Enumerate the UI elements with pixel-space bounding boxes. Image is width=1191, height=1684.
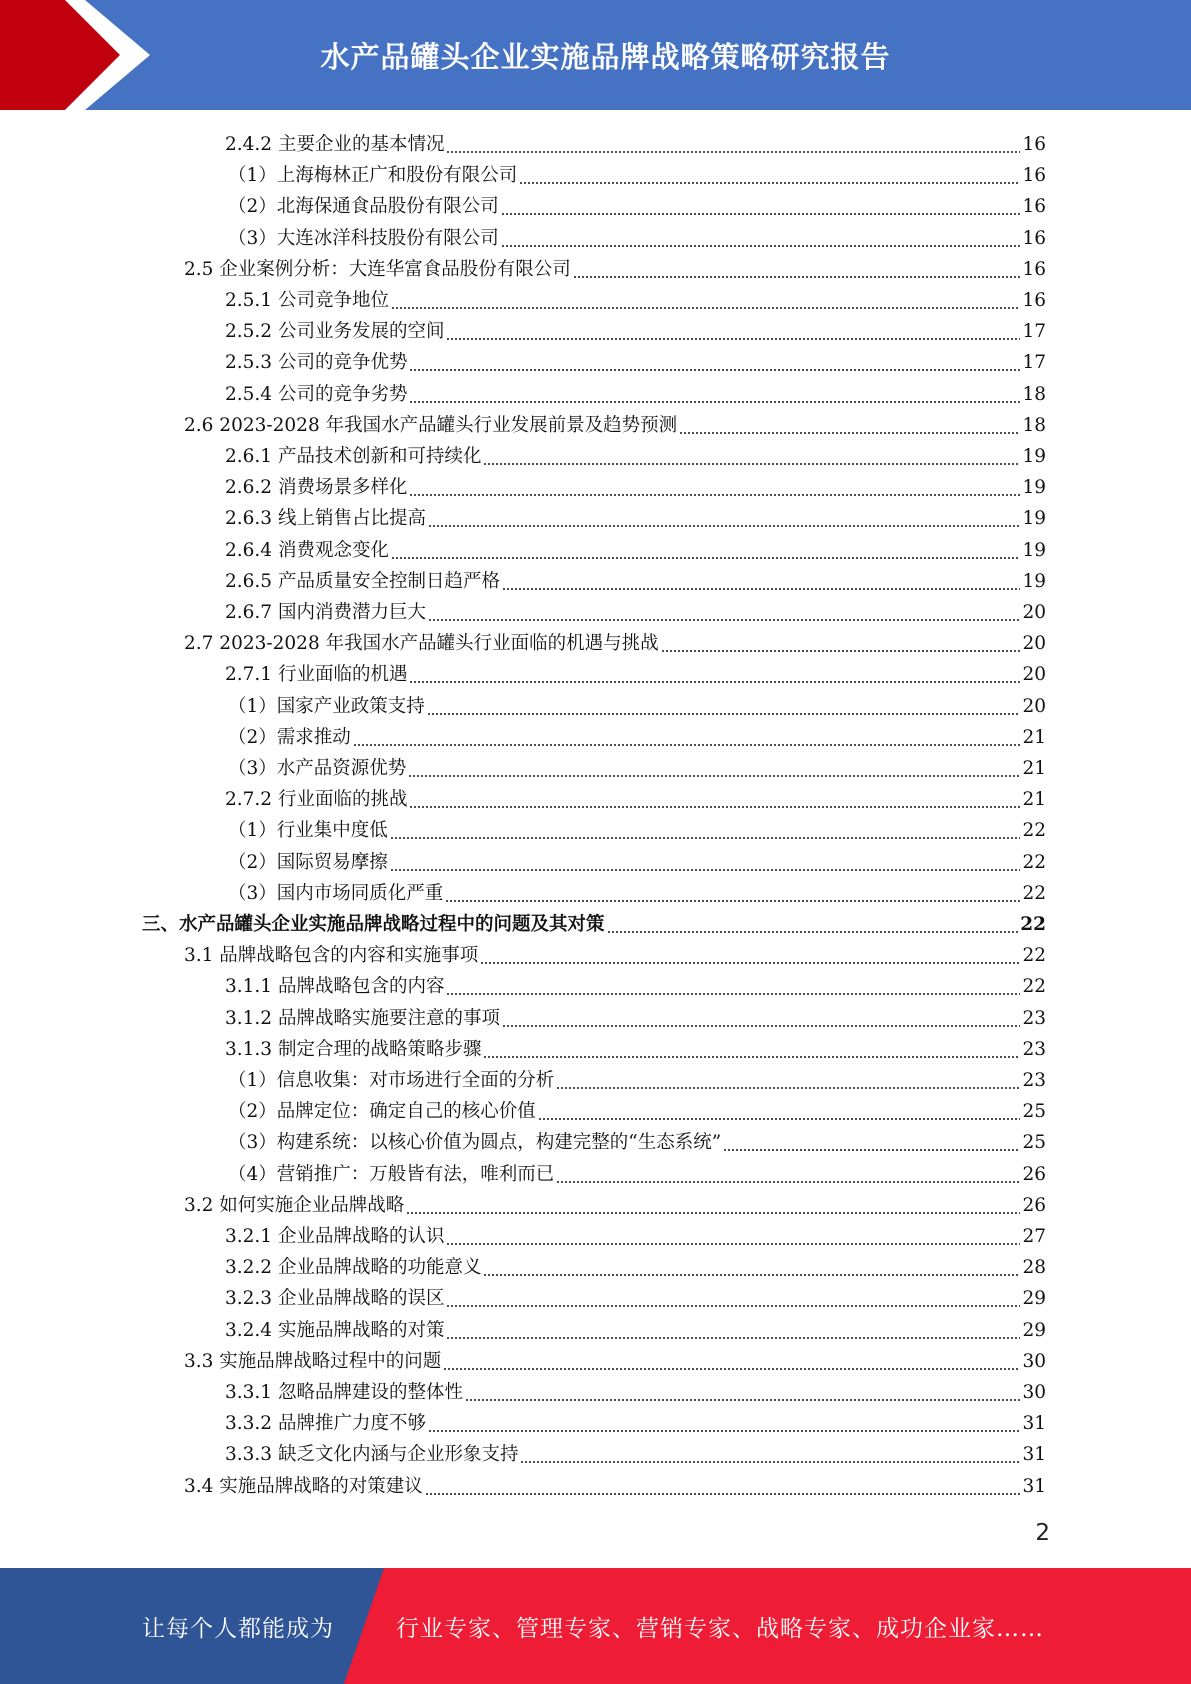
toc-entry[interactable]: [225, 500, 1046, 531]
toc-dot-leader: [446, 1243, 1020, 1245]
toc-entry-label: 3.2.1 企业品牌战略的认识: [225, 1226, 445, 1247]
toc-dot-leader: [390, 869, 1021, 871]
toc-entry-label: 2.7.1 行业面临的机遇: [225, 664, 408, 686]
toc-entry[interactable]: [225, 781, 1046, 812]
toc-entry-label: （3）构建系统：以核心价值为圆点，构建完整的“生态系统”: [228, 1132, 722, 1154]
toc-entry-label: （1）行业集中度低: [228, 820, 388, 842]
toc-dot-leader: [446, 151, 1020, 153]
toc-entry-label: （4）营销推广：万般皆有法，唯利而已: [228, 1163, 555, 1185]
toc-entry[interactable]: [184, 1343, 1046, 1374]
toc-entry[interactable]: [228, 750, 1046, 781]
toc-entry[interactable]: [142, 906, 1046, 937]
toc-dot-leader: [465, 1399, 1020, 1401]
toc-dot-leader: [409, 401, 1020, 403]
toc-entry[interactable]: [184, 625, 1046, 656]
toc-entry[interactable]: [228, 812, 1046, 843]
toc-entry-label: 3.4 实施品牌战略的对策建议: [184, 1475, 423, 1497]
toc-entry[interactable]: [228, 188, 1046, 219]
toc-entry[interactable]: [225, 1031, 1046, 1062]
toc-dot-leader: [538, 1118, 1021, 1120]
toc-entry[interactable]: [225, 1280, 1046, 1311]
toc-entry-page: 16: [1022, 196, 1046, 218]
toc-dot-leader: [425, 1493, 1021, 1495]
toc-dot-leader: [446, 993, 1020, 995]
toc-entry[interactable]: [225, 1218, 1046, 1249]
toc-entry-label: 2.5.1 公司竞争地位: [225, 290, 389, 311]
toc-entry[interactable]: [225, 282, 1046, 313]
toc-dot-leader: [409, 369, 1020, 371]
toc-dot-leader: [408, 775, 1020, 777]
toc-entry-page: 17: [1022, 352, 1046, 374]
toc-entry[interactable]: [225, 1312, 1046, 1343]
toc-entry[interactable]: [228, 844, 1046, 875]
header-arrow-decoration: [0, 0, 200, 110]
toc-dot-leader: [446, 338, 1020, 340]
toc-entry-page: 27: [1022, 1226, 1046, 1247]
toc-entry[interactable]: [184, 1468, 1046, 1499]
toc-dot-leader: [501, 245, 1021, 247]
toc-dot-leader: [446, 1337, 1020, 1339]
toc-entry-label: 3.1.2 品牌战略实施要注意的事项: [225, 1007, 500, 1029]
toc-dot-leader: [391, 557, 1020, 559]
toc-dot-leader: [428, 1430, 1020, 1432]
toc-entry[interactable]: [228, 875, 1046, 906]
toc-entry-page: 21: [1022, 789, 1046, 811]
page-header: [0, 0, 1191, 110]
toc-entry[interactable]: [228, 1093, 1046, 1124]
toc-entry-page: 31: [1022, 1475, 1046, 1497]
page-footer: [0, 1568, 1191, 1684]
page-number: 2: [1035, 1520, 1050, 1546]
toc-entry-page: 20: [1022, 664, 1046, 686]
toc-entry[interactable]: [225, 376, 1046, 407]
toc-dot-leader: [483, 1274, 1020, 1276]
toc-entry[interactable]: [228, 220, 1046, 251]
toc-entry-label: 3.3.3 缺乏文化内涵与企业形象支持: [225, 1444, 519, 1466]
toc-entry[interactable]: [225, 1436, 1046, 1467]
toc-entry-label: 2.5.3 公司的竞争优势: [225, 352, 408, 374]
toc-entry-page: 21: [1022, 758, 1046, 779]
toc-entry-label: 3.2.3 企业品牌战略的误区: [225, 1288, 445, 1310]
toc-entry-label: 2.5.4 公司的竞争劣势: [225, 383, 408, 405]
toc-dot-leader: [483, 463, 1020, 465]
toc-entry-label: （3）国内市场同质化严重: [228, 882, 444, 904]
toc-entry[interactable]: [228, 1124, 1046, 1155]
toc-dot-leader: [520, 1461, 1020, 1463]
toc-entry-label: 3.1.1 品牌战略包含的内容: [225, 976, 445, 998]
report-title: 水产品罐头企业实施品牌战略策略研究报告: [320, 39, 891, 74]
toc-dot-leader: [353, 744, 1021, 746]
toc-dot-leader: [607, 931, 1019, 933]
toc-entry-label: （2）北海保通食品股份有限公司: [228, 196, 499, 218]
toc-entry-page: 21: [1022, 726, 1046, 748]
toc-entry-page: 20: [1022, 695, 1046, 717]
toc-entry-label: （1）信息收集：对市场进行全面的分析: [228, 1070, 555, 1091]
toc-entry-label: 2.5.2 公司业务发展的空间: [225, 321, 445, 343]
toc-dot-leader: [723, 1149, 1020, 1151]
toc-dot-leader: [556, 1181, 1020, 1183]
toc-dot-leader: [390, 837, 1021, 839]
toc-entry[interactable]: [225, 1405, 1046, 1436]
toc-entry-page: 31: [1022, 1444, 1046, 1466]
toc-entry[interactable]: [228, 1062, 1046, 1093]
toc-entry-page: 29: [1022, 1288, 1046, 1310]
toc-entry-page: 22: [1020, 914, 1046, 935]
toc-entry[interactable]: [228, 157, 1046, 188]
toc-entry-page: 30: [1022, 1382, 1046, 1403]
toc-entry[interactable]: [225, 594, 1046, 625]
toc-entry[interactable]: [228, 719, 1046, 750]
toc-entry-label: 2.6.2 消费场景多样化: [225, 477, 408, 499]
toc-entry-label: 3.3.2 品牌推广力度不够: [225, 1413, 426, 1435]
toc-dot-leader: [573, 276, 1021, 278]
toc-entry-page: 16: [1022, 134, 1046, 155]
toc-entry-label: 2.6.5 产品质量安全控制日趋严格: [225, 570, 500, 592]
toc-entry-label: 2.7.2 行业面临的挑战: [225, 789, 408, 811]
toc-entry[interactable]: [184, 937, 1046, 968]
toc-entry-page: 16: [1022, 258, 1046, 280]
toc-dot-leader: [427, 713, 1021, 715]
toc-entry-label: （3）大连冰洋科技股份有限公司: [228, 227, 499, 249]
toc-entry-page: 22: [1022, 882, 1046, 904]
toc-entry[interactable]: [225, 313, 1046, 344]
toc-dot-leader: [406, 1212, 1020, 1214]
footer-slogan-right: 行业专家、管理专家、营销专家、战略专家、成功企业家……: [396, 1615, 1044, 1642]
toc-entry-label: 3.3.1 忽略品牌建设的整体性: [225, 1382, 463, 1403]
toc-dot-leader: [480, 962, 1020, 964]
toc-entry[interactable]: [228, 1156, 1046, 1187]
toc-dot-leader: [391, 307, 1020, 309]
toc-entry-page: 19: [1022, 446, 1046, 467]
toc-entry-label: （1）上海梅林正广和股份有限公司: [228, 165, 518, 187]
toc-entry-label: 3.3 实施品牌战略过程中的问题: [184, 1350, 442, 1372]
toc-dot-leader: [501, 213, 1021, 215]
toc-entry-label: 2.6.3 线上销售占比提高: [225, 508, 426, 530]
toc-entry-page: 26: [1022, 1163, 1046, 1185]
footer-slogan-left: 让每个人都能成为: [142, 1615, 334, 1642]
toc-entry[interactable]: [225, 438, 1046, 469]
toc-entry[interactable]: [184, 407, 1046, 438]
toc-entry-page: 31: [1022, 1413, 1046, 1435]
toc-dot-leader: [519, 182, 1020, 184]
toc-entry-label: 3.2.4 实施品牌战略的对策: [225, 1319, 445, 1341]
toc-entry-label: 2.7 2023-2028 年我国水产品罐头行业面临的机遇与挑战: [184, 633, 659, 655]
toc-entry[interactable]: [225, 656, 1046, 687]
toc-entry-label: （1）国家产业政策支持: [228, 695, 425, 717]
toc-dot-leader: [502, 588, 1020, 590]
toc-entry-page: 22: [1022, 976, 1046, 998]
toc-entry-page: 25: [1022, 1101, 1046, 1123]
toc-entry-page: 19: [1022, 539, 1046, 561]
toc-entry-page: 16: [1022, 227, 1046, 249]
toc-entry[interactable]: [225, 532, 1046, 563]
toc-dot-leader: [428, 525, 1020, 527]
toc-dot-leader: [409, 681, 1020, 683]
toc-entry-page: 19: [1022, 570, 1046, 592]
toc-entry[interactable]: [225, 563, 1046, 594]
toc-entry-page: 23: [1022, 1038, 1046, 1060]
toc-entry-label: （3）水产品资源优势: [228, 758, 407, 779]
toc-dot-leader: [661, 650, 1021, 652]
toc-entry-page: 18: [1022, 383, 1046, 405]
toc-entry-label: 2.6.7 国内消费潜力巨大: [225, 602, 426, 623]
toc-entry-label: 3.1.3 制定合理的战略策略步骤: [225, 1038, 482, 1060]
toc-entry-label: 3.2.2 企业品牌战略的功能意义: [225, 1257, 482, 1279]
toc-dot-leader: [446, 1305, 1020, 1307]
toc-entry[interactable]: [225, 469, 1046, 500]
toc-entry-label: 2.6.1 产品技术创新和可持续化: [225, 446, 482, 467]
toc-entry-label: 2.6.4 消费观念变化: [225, 539, 389, 561]
toc-dot-leader: [428, 619, 1020, 621]
toc-entry-page: 19: [1022, 477, 1046, 499]
toc-entry-label: 三、水产品罐头企业实施品牌战略过程中的问题及其对策: [142, 914, 605, 935]
toc-entry-label: 2.5 企业案例分析：大连华富食品股份有限公司: [184, 258, 571, 280]
toc-dot-leader: [502, 1025, 1020, 1027]
toc-entry-page: 22: [1022, 945, 1046, 967]
toc-entry-page: 22: [1022, 851, 1046, 873]
toc-entry-page: 17: [1022, 321, 1046, 343]
toc-dot-leader: [483, 1056, 1020, 1058]
toc-entry[interactable]: [228, 688, 1046, 719]
toc-entry[interactable]: [225, 126, 1046, 157]
toc-entry-page: 30: [1022, 1350, 1046, 1372]
toc-dot-leader: [556, 1087, 1020, 1089]
toc-dot-leader: [679, 432, 1020, 434]
toc-entry-label: 3.1 品牌战略包含的内容和实施事项: [184, 945, 479, 967]
toc-entry[interactable]: [225, 344, 1046, 375]
toc-entry-page: 28: [1022, 1257, 1046, 1279]
toc-entry-page: 18: [1022, 414, 1046, 436]
toc-entry-label: 2.4.2 主要企业的基本情况: [225, 134, 445, 155]
toc-entry[interactable]: [225, 968, 1046, 999]
toc-entry-page: 23: [1022, 1007, 1046, 1029]
toc-dot-leader: [409, 806, 1020, 808]
toc-entry-page: 26: [1022, 1194, 1046, 1216]
toc-dot-leader: [443, 1368, 1020, 1370]
toc-entry-page: 20: [1022, 602, 1046, 623]
toc-entry-label: （2）国际贸易摩擦: [228, 851, 388, 873]
toc-entry-label: （2）需求推动: [228, 726, 351, 748]
toc-entry-page: 23: [1022, 1070, 1046, 1091]
toc-entry-page: 29: [1022, 1319, 1046, 1341]
toc-entry-page: 16: [1022, 165, 1046, 187]
toc-entry-label: 2.6 2023-2028 年我国水产品罐头行业发展前景及趋势预测: [184, 414, 678, 436]
toc-entry-page: 19: [1022, 508, 1046, 530]
toc-entry-page: 16: [1022, 290, 1046, 311]
toc-entry-label: （2）品牌定位：确定自己的核心价值: [228, 1101, 536, 1123]
toc-entry[interactable]: [225, 1249, 1046, 1280]
toc-entry[interactable]: [225, 1000, 1046, 1031]
toc-dot-leader: [409, 494, 1020, 496]
toc-entry[interactable]: [225, 1374, 1046, 1405]
toc-entry-label: 3.2 如何实施企业品牌战略: [184, 1194, 405, 1216]
toc-entry-page: 22: [1022, 820, 1046, 842]
toc-entry-page: 25: [1022, 1132, 1046, 1154]
toc-dot-leader: [445, 900, 1020, 902]
toc-entry[interactable]: [184, 251, 1046, 282]
toc-entry-page: 20: [1022, 633, 1046, 655]
toc-entry[interactable]: [184, 1187, 1046, 1218]
